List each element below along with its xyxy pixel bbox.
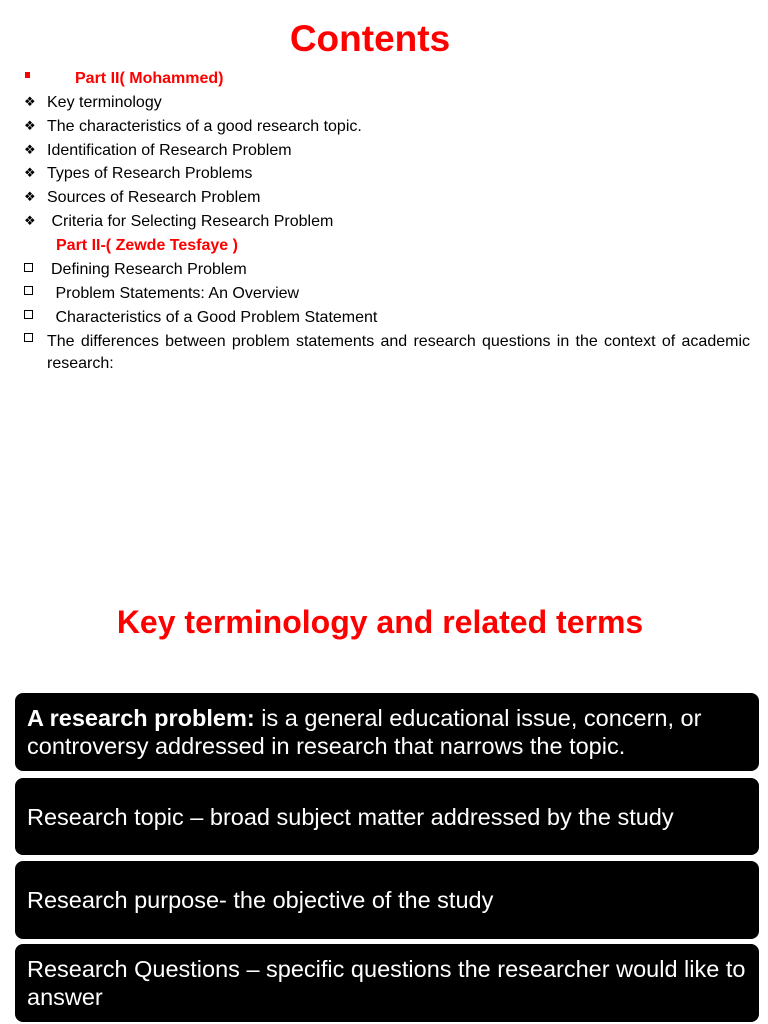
- definition-body: is a general educational issue, concern, or controversy addressed in research that narrows the topic.: [27, 705, 702, 759]
- hollow-square-bullet-icon: [24, 286, 33, 295]
- slide-title: Key terminology and related terms: [116, 604, 644, 640]
- definition-box: [15, 778, 759, 855]
- definition-box: [15, 861, 759, 939]
- slide-key-terminology: [0, 512, 768, 1024]
- contents-item: Key terminology: [47, 94, 162, 111]
- part2-label: Part II-( Zewde Tesfaye ): [56, 237, 238, 254]
- hollow-square-bullet-icon: [24, 263, 33, 272]
- diamond-bullet-icon: ❖: [24, 213, 36, 228]
- slide-title: Contents: [289, 18, 451, 59]
- definition-text: Research purpose- the objective of the study: [27, 887, 494, 913]
- definition-text: [27, 704, 747, 760]
- part1-label: Part II( Mohammed): [75, 70, 224, 87]
- definition-term: A research problem:: [27, 705, 255, 731]
- hollow-square-bullet-icon: [24, 333, 33, 342]
- diamond-bullet-icon: ❖: [24, 118, 36, 133]
- contents-item: Characteristics of a Good Problem Statement: [51, 309, 378, 326]
- red-square-bullet-icon: [25, 72, 30, 78]
- definition-box: [15, 693, 759, 771]
- diamond-bullet-icon: ❖: [24, 165, 36, 180]
- contents-item: Criteria for Selecting Research Problem: [47, 213, 334, 230]
- contents-item: Problem Statements: An Overview: [51, 285, 300, 302]
- contents-item: The characteristics of a good research topic.: [47, 118, 362, 135]
- contents-item: Identification of Research Problem: [47, 142, 292, 159]
- contents-item: Types of Research Problems: [47, 165, 253, 182]
- contents-item: Defining Research Problem: [51, 261, 247, 278]
- diamond-bullet-icon: ❖: [24, 189, 36, 204]
- diamond-bullet-icon: ❖: [24, 94, 36, 109]
- contents-item: Sources of Research Problem: [47, 189, 261, 206]
- definition-text: Research Questions – specific questions the researcher would like to answer: [27, 956, 746, 1010]
- diamond-bullet-icon: ❖: [24, 142, 36, 157]
- definition-box: [15, 944, 759, 1022]
- definition-text: Research topic – broad subject matter addressed by the study: [27, 803, 674, 830]
- hollow-square-bullet-icon: [24, 310, 33, 319]
- contents-item: The differences between problem statements and research questions in the context of academic research:: [47, 333, 750, 372]
